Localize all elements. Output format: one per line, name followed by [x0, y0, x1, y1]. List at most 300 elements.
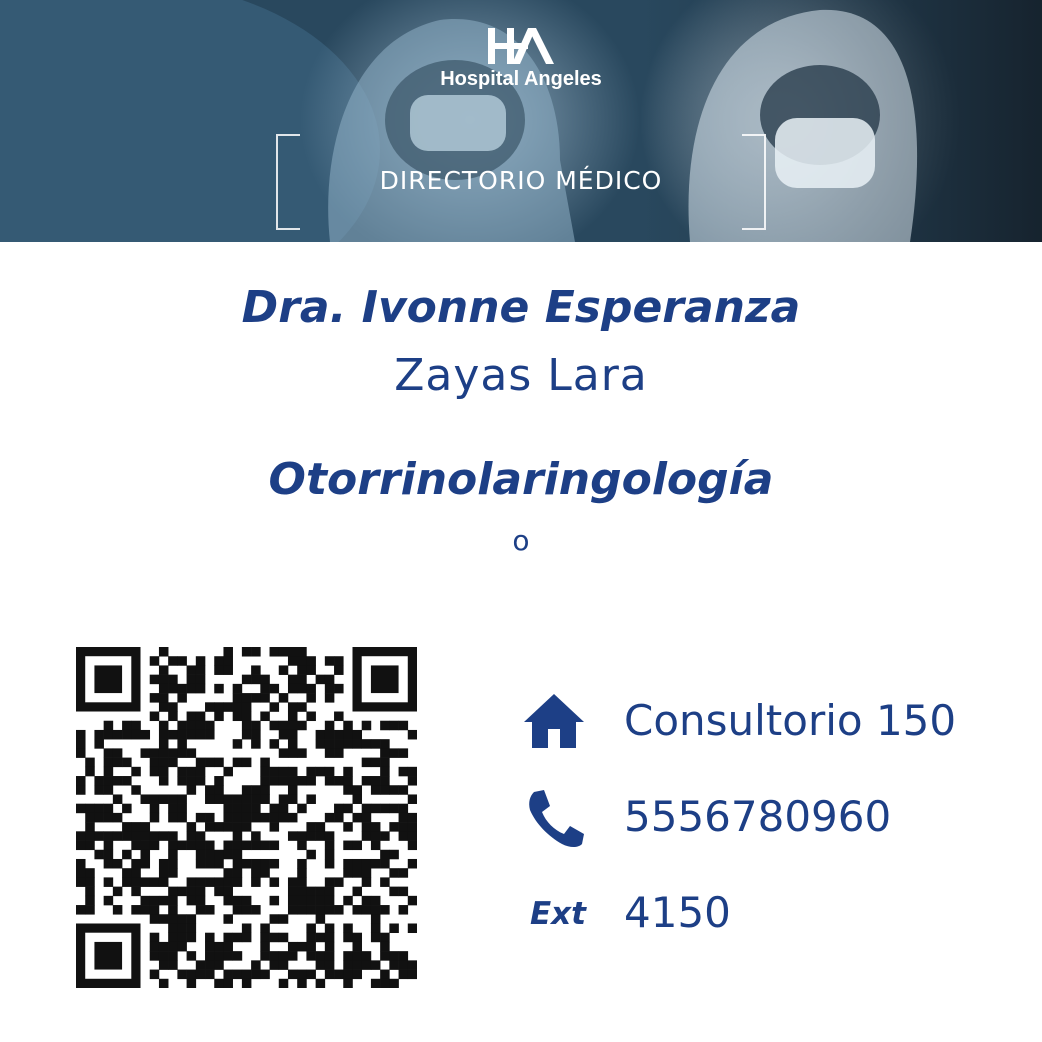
qr-module	[279, 665, 289, 675]
qr-module	[297, 942, 307, 952]
qr-module	[196, 684, 206, 694]
qr-module	[325, 776, 335, 786]
qr-module	[177, 748, 187, 758]
qr-module	[214, 887, 224, 897]
qr-module	[233, 739, 243, 749]
qr-module	[150, 831, 160, 841]
qr-module	[113, 776, 123, 786]
qr-module	[177, 923, 187, 933]
qr-module	[177, 887, 187, 897]
qr-module	[362, 758, 372, 768]
qr-module	[113, 813, 123, 823]
qr-module	[251, 813, 261, 823]
qr-module	[371, 739, 381, 749]
qr-module	[131, 887, 141, 897]
qr-module	[104, 813, 114, 823]
qr-module	[343, 767, 353, 777]
qr-module	[159, 730, 169, 740]
qr-module	[196, 850, 206, 860]
qr-module	[150, 712, 160, 722]
qr-module	[113, 831, 123, 841]
qr-module	[150, 933, 160, 943]
qr-module	[76, 905, 86, 915]
qr-module	[150, 804, 160, 814]
qr-module	[389, 822, 399, 832]
qr-module	[306, 822, 316, 832]
qr-module	[187, 979, 197, 988]
qr-module	[196, 831, 206, 841]
qr-module	[141, 831, 151, 841]
qr-module	[187, 914, 197, 924]
qr-module	[306, 905, 316, 915]
qr-module	[233, 702, 243, 712]
header-banner	[0, 0, 1042, 242]
qr-module	[94, 785, 104, 795]
qr-module	[242, 702, 252, 712]
qr-module	[279, 813, 289, 823]
qr-module	[168, 887, 178, 897]
qr-module	[196, 656, 206, 666]
qr-module	[196, 712, 206, 722]
qr-module	[343, 785, 353, 795]
qr-finder	[94, 665, 122, 693]
qr-module	[131, 831, 141, 841]
qr-module	[251, 804, 261, 814]
qr-module	[288, 776, 298, 786]
qr-module	[334, 970, 344, 980]
qr-module	[325, 933, 335, 943]
qr-module	[251, 970, 261, 980]
qr-module	[389, 850, 399, 860]
qr-module	[316, 933, 326, 943]
qr-module	[104, 748, 114, 758]
qr-module	[380, 850, 390, 860]
qr-module	[131, 859, 141, 869]
qr-module	[141, 730, 151, 740]
qr-module	[389, 748, 399, 758]
qr-module	[214, 776, 224, 786]
qr-module	[242, 905, 252, 915]
qr-module	[288, 739, 298, 749]
qr-module	[316, 887, 326, 897]
qr-module	[187, 712, 197, 722]
qr-module	[223, 804, 233, 814]
qr-module	[150, 951, 160, 961]
qr-module	[223, 951, 233, 961]
qr-module	[343, 896, 353, 906]
qr-module	[288, 684, 298, 694]
qr-module	[205, 850, 215, 860]
qr-module	[168, 794, 178, 804]
qr-module	[94, 739, 104, 749]
qr-module	[260, 942, 270, 952]
qr-module	[316, 896, 326, 906]
qr-module	[233, 933, 243, 943]
qr-module	[214, 960, 224, 970]
qr-module	[380, 758, 390, 768]
qr-module	[187, 721, 197, 731]
qr-module	[233, 804, 243, 814]
qr-module	[380, 970, 390, 980]
qr-module	[85, 841, 95, 851]
qr-module	[168, 960, 178, 970]
office-number: Consultorio 150	[624, 696, 957, 745]
qr-module	[187, 970, 197, 980]
qr-module	[223, 896, 233, 906]
qr-module	[242, 923, 252, 933]
qr-module	[316, 951, 326, 961]
qr-module	[251, 693, 261, 703]
qr-module	[131, 785, 141, 795]
qr-module	[380, 951, 390, 961]
qr-module	[371, 831, 381, 841]
qr-module	[408, 859, 417, 869]
qr-module	[408, 794, 417, 804]
qr-module	[334, 776, 344, 786]
qr-module	[150, 970, 160, 980]
qr-module	[104, 877, 114, 887]
qr-module	[306, 684, 316, 694]
qr-module	[380, 776, 390, 786]
qr-module	[352, 933, 362, 943]
qr-module	[159, 758, 169, 768]
qr-module	[343, 951, 353, 961]
qr-module	[205, 794, 215, 804]
qr-module	[260, 951, 270, 961]
qr-module	[196, 896, 206, 906]
qr-module	[141, 905, 151, 915]
qr-module	[233, 831, 243, 841]
qr-module	[168, 841, 178, 851]
qr-module	[352, 951, 362, 961]
qr-module	[270, 767, 280, 777]
qr-module	[159, 776, 169, 786]
qr-module	[177, 767, 187, 777]
qr-module	[76, 776, 86, 786]
qr-module	[399, 721, 409, 731]
qr-module	[288, 942, 298, 952]
qr-module	[389, 721, 399, 731]
qr-module	[141, 877, 151, 887]
qr-module	[104, 730, 114, 740]
qr-module	[270, 804, 280, 814]
qr-module	[122, 822, 132, 832]
qr-module	[159, 693, 169, 703]
qr-module	[297, 877, 307, 887]
qr-module	[399, 951, 409, 961]
qr-module	[270, 739, 280, 749]
qr-module	[242, 721, 252, 731]
qr-module	[316, 979, 326, 988]
qr-module	[214, 979, 224, 988]
qr-module	[177, 914, 187, 924]
qr-module	[288, 831, 298, 841]
qr-module	[325, 850, 335, 860]
qr-module	[316, 739, 326, 749]
doctor-first-name: Dra. Ivonne Esperanza	[241, 282, 801, 333]
qr-module	[159, 868, 169, 878]
qr-module	[205, 841, 215, 851]
qr-module	[214, 877, 224, 887]
qr-module	[343, 730, 353, 740]
qr-module	[270, 684, 280, 694]
qr-module	[150, 656, 160, 666]
qr-module	[251, 841, 261, 851]
qr-module	[408, 776, 417, 786]
qr-module	[380, 785, 390, 795]
qr-module	[343, 822, 353, 832]
qr-module	[177, 813, 187, 823]
qr-module	[380, 933, 390, 943]
qr-module	[306, 970, 316, 980]
qr-module	[399, 804, 409, 814]
qr-module	[279, 979, 289, 988]
ext-label: Ext	[530, 896, 586, 932]
qr-module	[343, 970, 353, 980]
doctor-last-name: Zayas Lara	[394, 350, 648, 401]
qr-module	[251, 675, 261, 685]
qr-module	[279, 693, 289, 703]
qr-module	[297, 979, 307, 988]
qr-module	[113, 887, 123, 897]
qr-module	[288, 905, 298, 915]
specialty: Otorrinolaringología	[268, 454, 774, 505]
qr-module	[399, 767, 409, 777]
qr-module	[104, 785, 114, 795]
qr-module	[196, 970, 206, 980]
qr-module	[150, 896, 160, 906]
hospital-logo	[0, 26, 1042, 91]
qr-module	[187, 831, 197, 841]
qr-module	[214, 859, 224, 869]
qr-module	[159, 859, 169, 869]
qr-module	[168, 748, 178, 758]
qr-module	[288, 877, 298, 887]
qr-code[interactable]	[76, 647, 417, 988]
qr-module	[214, 822, 224, 832]
qr-module	[76, 748, 86, 758]
qr-module	[399, 822, 409, 832]
qr-module	[214, 712, 224, 722]
qr-module	[362, 859, 372, 869]
qr-module	[334, 877, 344, 887]
qr-module	[297, 702, 307, 712]
qr-module	[270, 933, 280, 943]
qr-module	[260, 970, 270, 980]
qr-module	[131, 767, 141, 777]
qr-module	[233, 877, 243, 887]
qr-module	[362, 896, 372, 906]
qr-module	[233, 841, 243, 851]
qr-module	[214, 850, 224, 860]
qr-module	[251, 831, 261, 841]
qr-module	[223, 822, 233, 832]
qr-module	[325, 831, 335, 841]
qr-module	[297, 647, 307, 657]
qr-module	[362, 951, 372, 961]
qr-module	[122, 831, 132, 841]
qr-module	[233, 905, 243, 915]
qr-module	[223, 841, 233, 851]
qr-module	[214, 942, 224, 952]
qr-module	[196, 905, 206, 915]
qr-module	[141, 822, 151, 832]
qr-module	[251, 665, 261, 675]
qr-module	[187, 785, 197, 795]
qr-module	[113, 758, 123, 768]
qr-module	[113, 905, 123, 915]
qr-module	[223, 979, 233, 988]
qr-module	[288, 794, 298, 804]
qr-module	[251, 905, 261, 915]
qr-module	[177, 933, 187, 943]
qr-module	[288, 656, 298, 666]
qr-module	[141, 748, 151, 758]
qr-module	[131, 841, 141, 851]
qr-module	[371, 804, 381, 814]
qr-module	[371, 841, 381, 851]
qr-module	[223, 656, 233, 666]
qr-module	[85, 822, 95, 832]
qr-module	[205, 905, 215, 915]
qr-module	[371, 923, 381, 933]
qr-module	[371, 914, 381, 924]
qr-module	[223, 665, 233, 675]
qr-module	[380, 739, 390, 749]
qr-module	[104, 758, 114, 768]
qr-module	[168, 914, 178, 924]
qr-module	[380, 721, 390, 731]
qr-module	[352, 960, 362, 970]
qr-module	[150, 813, 160, 823]
qr-module	[352, 887, 362, 897]
qr-module	[233, 684, 243, 694]
qr-module	[168, 951, 178, 961]
qr-module	[94, 831, 104, 841]
qr-module	[408, 813, 417, 823]
qr-module	[205, 758, 215, 768]
qr-module	[279, 933, 289, 943]
qr-module	[214, 702, 224, 712]
qr-module	[205, 933, 215, 943]
qr-module	[150, 767, 160, 777]
qr-module	[399, 905, 409, 915]
qr-module	[205, 960, 215, 970]
qr-module	[150, 877, 160, 887]
phone-number[interactable]: 5556780960	[624, 792, 892, 841]
qr-module	[177, 730, 187, 740]
qr-module	[196, 776, 206, 786]
qr-module	[352, 841, 362, 851]
qr-module	[168, 905, 178, 915]
qr-module	[399, 887, 409, 897]
qr-finder	[371, 665, 399, 693]
qr-module	[205, 951, 215, 961]
qr-module	[288, 712, 298, 722]
qr-module	[177, 656, 187, 666]
qr-module	[389, 887, 399, 897]
qr-module	[352, 813, 362, 823]
qr-module	[76, 730, 86, 740]
qr-module	[233, 951, 243, 961]
qr-module	[187, 841, 197, 851]
qr-module	[288, 951, 298, 961]
qr-module	[214, 951, 224, 961]
qr-module	[288, 887, 298, 897]
qr-module	[150, 794, 160, 804]
qr-module	[251, 785, 261, 795]
qr-module	[297, 841, 307, 851]
qr-module	[352, 859, 362, 869]
qr-module	[141, 850, 151, 860]
qr-module	[297, 859, 307, 869]
qr-module	[389, 979, 399, 988]
qr-module	[260, 758, 270, 768]
qr-module	[371, 960, 381, 970]
qr-module	[334, 656, 344, 666]
qr-module	[159, 748, 169, 758]
qr-module	[260, 859, 270, 869]
qr-module	[352, 785, 362, 795]
qr-module	[297, 665, 307, 675]
qr-module	[233, 859, 243, 869]
qr-module	[223, 970, 233, 980]
qr-module	[389, 804, 399, 814]
qr-module	[159, 896, 169, 906]
qr-module	[168, 758, 178, 768]
qr-module	[325, 877, 335, 887]
qr-module	[288, 675, 298, 685]
qr-module	[362, 822, 372, 832]
qr-module	[270, 776, 280, 786]
qr-module	[260, 794, 270, 804]
qr-module	[260, 868, 270, 878]
qr-module	[352, 739, 362, 749]
qr-module	[306, 776, 316, 786]
qr-module	[288, 730, 298, 740]
qr-module	[159, 942, 169, 952]
qr-module	[362, 877, 372, 887]
qr-module	[159, 739, 169, 749]
qr-module	[159, 877, 169, 887]
qr-module	[76, 785, 86, 795]
qr-module	[205, 859, 215, 869]
qr-module	[187, 923, 197, 933]
qr-module	[279, 767, 289, 777]
qr-module	[122, 776, 132, 786]
qr-module	[408, 970, 417, 980]
qr-module	[168, 804, 178, 814]
qr-module	[297, 684, 307, 694]
qr-module	[159, 831, 169, 841]
qr-module	[242, 979, 252, 988]
qr-finder	[94, 942, 122, 970]
qr-module	[260, 923, 270, 933]
qr-module	[233, 850, 243, 860]
qr-module	[196, 758, 206, 768]
qr-module	[380, 979, 390, 988]
qr-module	[187, 776, 197, 786]
qr-module	[168, 923, 178, 933]
qr-module	[177, 721, 187, 731]
qr-module	[408, 923, 417, 933]
qr-module	[168, 850, 178, 860]
qr-module	[251, 859, 261, 869]
qr-module	[270, 822, 280, 832]
qr-module	[371, 896, 381, 906]
section-title: DIRECTORIO MÉDICO	[379, 166, 663, 195]
qr-module	[270, 960, 280, 970]
